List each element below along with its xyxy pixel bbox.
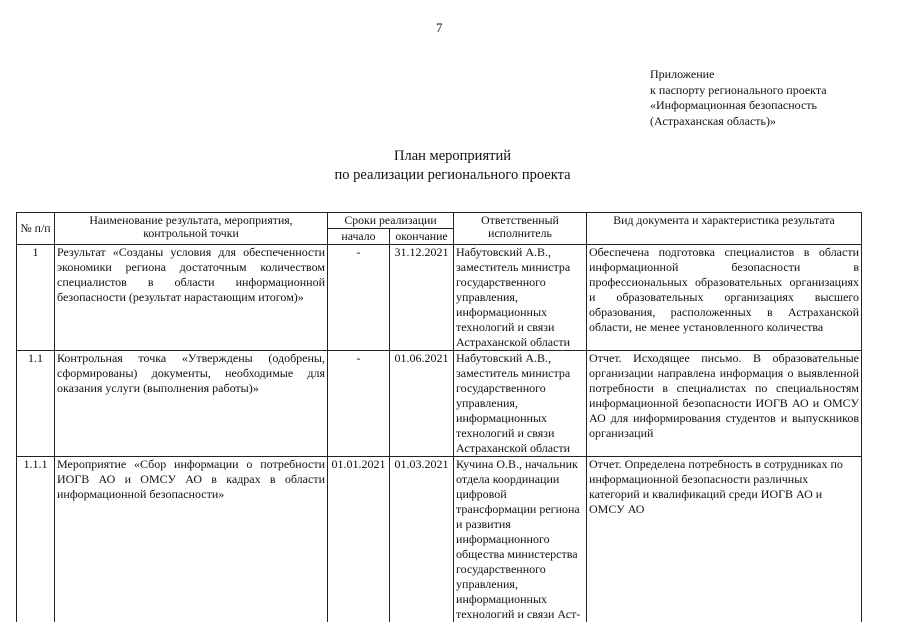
appendix-caption	[650, 67, 827, 129]
appendix-line: Приложение	[650, 67, 715, 81]
page-number: 7	[436, 20, 443, 35]
cell-doc: Отчет. Определена потребность в сотрудниках по информационной безопасности различных категорий и квалификаций среди ИОГВ АО и ОМСУ АО	[587, 457, 862, 623]
cell-end: 31.12.2021	[390, 245, 454, 351]
plan-table	[16, 212, 862, 622]
cell-responsible: Кучина О.В., начальник отдела координации цифровой трансформации региона и развития информационного общества министерства государственного управления, информационных технологий и связи Аст-	[454, 457, 587, 623]
appendix-line: «Информационная безопасность	[650, 98, 817, 112]
header-end: окончание	[390, 229, 454, 245]
cell-responsible: Набутовский А.В., заместитель министра государственного управления, информационных технологий и связи Астраханской области	[454, 351, 587, 457]
table-row	[17, 457, 862, 623]
header-terms: Сроки реализации	[328, 213, 454, 229]
cell-end: 01.03.2021	[390, 457, 454, 623]
cell-start: 01.01.2021	[328, 457, 390, 623]
cell-num: 1.1	[17, 351, 55, 457]
cell-name: Мероприятие «Сбор информации о потребности ИОГВ АО и ОМСУ АО в кадрах в области информационной безопасности»	[55, 457, 328, 623]
title-line: План мероприятий	[394, 148, 511, 164]
header-num: № п/п	[17, 213, 55, 245]
cell-name: Контрольная точка «Утверждены (одобрены, сформированы) документы, необходимые для оказания услуги (выполнения работы)»	[55, 351, 328, 457]
cell-doc: Отчет. Исходящее письмо. В образовательные организации направлена информация о выявленной потребности в специалистах по специальностям информационной безопасности ИОГВ АО и ОМСУ АО для информирования студентов и выпускников организаций	[587, 351, 862, 457]
document-title	[0, 147, 905, 185]
title-line: по реализации регионального проекта	[334, 167, 571, 183]
cell-responsible: Набутовский А.В., заместитель министра государственного управления, информационных технологий и связи Астраханской области	[454, 245, 587, 351]
header-doc: Вид документа и характеристика результата	[587, 213, 862, 245]
header-start: начало	[328, 229, 390, 245]
cell-name: Результат «Созданы условия для обеспеченности экономики региона достаточным количеством специалистов в области информационной безопасности (результат нарастающим итогом)»	[55, 245, 328, 351]
cell-start: -	[328, 245, 390, 351]
table-row	[17, 351, 862, 457]
cell-num: 1.1.1	[17, 457, 55, 623]
cell-doc: Обеспечена подготовка специалистов в области информационной безопасности в профессиональных образовательных организациях и образовательных организациях высшего образования, расположенных в Астраханской области, не менее установленного количества	[587, 245, 862, 351]
cell-start: -	[328, 351, 390, 457]
cell-num: 1	[17, 245, 55, 351]
header-name: Наименование результата, мероприятия, контрольной точки	[55, 213, 328, 245]
appendix-line: (Астраханская область)»	[650, 113, 776, 128]
cell-end: 01.06.2021	[390, 351, 454, 457]
appendix-line: к паспорту регионального проекта	[650, 82, 827, 97]
table-row	[17, 245, 862, 351]
header-responsible: Ответственный исполнитель	[454, 213, 587, 245]
